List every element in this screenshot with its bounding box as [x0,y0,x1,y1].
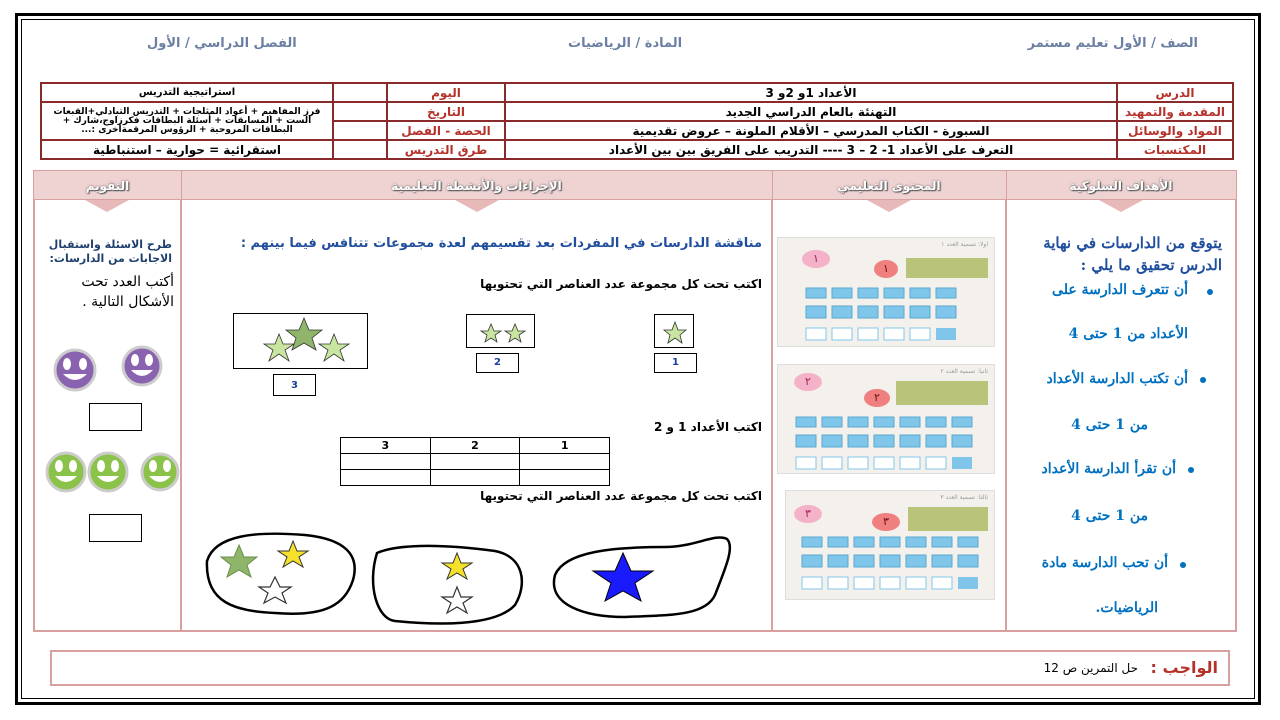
table-cell[interactable] [430,454,520,470]
intro-label: المقدمة والتمهيد [1117,102,1233,121]
lesson-label: الدرس [1117,83,1233,102]
evaluation-arrow-icon [85,200,129,212]
blob-two-stars [373,546,522,624]
goal-bullet-4 [1180,562,1186,568]
task2-text: اكتب الأعداد 1 و 2 [653,420,762,434]
purple-smileys [45,340,185,400]
lesson-value: الأعداد 1و 2و 3 [505,83,1117,102]
goal-bullet-2 [1200,377,1206,383]
page-title: ثانيا: تسمية العدد ٢ [940,368,988,375]
star-group-1 [654,314,694,348]
goal-2a: أن تكتب الدارسة الأعداد [1046,371,1188,387]
page-number-badge: ٣ [794,505,822,523]
table-header-2: 2 [430,438,520,454]
day-value [333,83,387,102]
goal-bullet-1 [1207,289,1213,295]
content-heading: المحتوى التعليمي [771,170,1007,200]
smiley-icon [47,453,85,491]
star-group-3 [233,313,368,369]
task3-text: اكتب تحت كل مجموعة عدد العناصر التي تحتويها [480,489,762,503]
period-label: الحصة - الفصل [387,121,505,140]
procedures-arrow-icon [455,200,499,212]
blob-one-star [554,538,730,617]
answer-box-2[interactable]: 2 [476,353,519,373]
digit-badge: ٢ [864,389,890,407]
procedures-heading: الإجراءات والأنشطة التعليمية [180,170,773,200]
textbook-page-3 [785,490,995,600]
table-header-3: 3 [341,438,431,454]
period-value [333,121,387,140]
date-value [333,102,387,121]
number-grid [778,238,996,348]
date-label: التاريخ [387,102,505,121]
grade-label: الصف / الأول تعليم مستمر [1027,36,1198,51]
blob-three-stars [207,534,355,614]
homework-label: الواجب : [1150,658,1218,677]
day-label: اليوم [387,83,505,102]
subject-label: المادة / الرياضيات [568,36,683,51]
semester-label: الفصل الدراسي / الأول [147,36,297,51]
table-cell[interactable] [520,470,610,486]
table-header-1: 1 [520,438,610,454]
smiley-icon [89,453,127,491]
star-blobs [195,525,755,635]
digit-badge: ٣ [872,513,900,531]
methods-value: استقرائية = حوارية – استنباطية [41,140,333,159]
strategy-value: فرز المفاهيم + أعواد المثلجات + التدريس التبادلي+القبعات الست + المسابقات + أسئلة البطاقات فكرزاوج،شارك + البطاقات المروحية + الرؤوس المرقمةأخرى :... [41,102,333,140]
goal-2b: من 1 حتى 4 [1071,417,1148,433]
goal-3b: من 1 حتى 4 [1071,508,1148,524]
goals-intro: يتوقع من الدارسات في نهاية الدرس تحقيق ما يلي : [1043,234,1222,274]
goal-4b: الرياضيات. [1095,600,1158,616]
page-title: اولا: تسمية العدد ١ [941,241,988,248]
evaluation-heading: التقويم [33,170,182,200]
smiley-icon [142,454,178,490]
task1-text: اكتب تحت كل مجموعة عدد العناصر التي تحتويها [480,277,762,291]
page-number-badge: ٢ [794,373,822,391]
textbook-page-2 [777,364,995,474]
goal-1a: أن تتعرف الدارسة على [1052,282,1188,298]
smiley-icon [123,347,161,385]
answer-box-3[interactable]: 3 [273,374,316,396]
homework-bar [50,650,1230,686]
page-title: ثالثا: تسمية العدد ٣ [940,494,988,501]
goals-arrow-icon [1099,200,1143,212]
table-cell[interactable] [341,454,431,470]
gains-value: التعرف على الأعداد 1- 2 – 3 ---- التدريب على الفريق بين بين الأعداد [505,140,1117,159]
intro-value: التهنئة بالعام الدراسي الجديد [505,102,1117,121]
answer-box-smileys-1[interactable] [89,403,142,431]
numbers-table [340,437,610,486]
answer-box-1[interactable]: 1 [654,353,697,373]
stars-icon [467,315,536,349]
methods-spacer [333,140,387,159]
methods-label: طرق التدريس [387,140,505,159]
goal-bullet-3 [1188,467,1194,473]
smiley-icon [55,350,95,390]
goals-heading: الأهداف السلوكية [1005,170,1237,200]
goal-1b: الأعداد من 1 حتى 4 [1068,326,1188,342]
number-grid [778,365,996,475]
strategy-label: استراتيجية التدريس [41,83,333,102]
table-cell[interactable] [341,470,431,486]
evaluation-task-text: أكتب العدد تحت الأشكال التالية . [81,274,174,310]
gains-label: المكتسبات [1117,140,1233,159]
discussion-text: مناقشة الدارسات في المفردات بعد تقسيمهم لعدة مجموعات تتنافس فيما بينهم : [240,236,762,251]
materials-label: المواد والوسائل [1117,121,1233,140]
homework-value: حل التمرين ص 12 [1043,661,1138,675]
lesson-info-table [40,82,1234,160]
goal-4a: أن تحب الدارسة مادة [1041,555,1168,571]
textbook-page-1 [777,237,995,347]
content-arrow-icon [867,200,911,212]
star-icon [655,315,695,349]
evaluation-heading-text: طرح الاسئلة واستقبال الاجابات من الدارسات: [48,238,172,265]
number-grid [786,491,996,601]
table-cell[interactable] [520,454,610,470]
materials-value: السبورة - الكتاب المدرسي – الأقلام الملونة – عروض تقديمية [505,121,1117,140]
answer-box-smileys-2[interactable] [89,514,142,542]
star-group-2 [466,314,535,348]
stars-icon [234,314,369,370]
page-number-badge: ١ [802,250,830,268]
digit-badge: ١ [874,260,898,278]
green-smileys [40,448,180,498]
table-cell[interactable] [430,470,520,486]
goal-3a: أن تقرأ الدارسة الأعداد [1041,461,1176,477]
